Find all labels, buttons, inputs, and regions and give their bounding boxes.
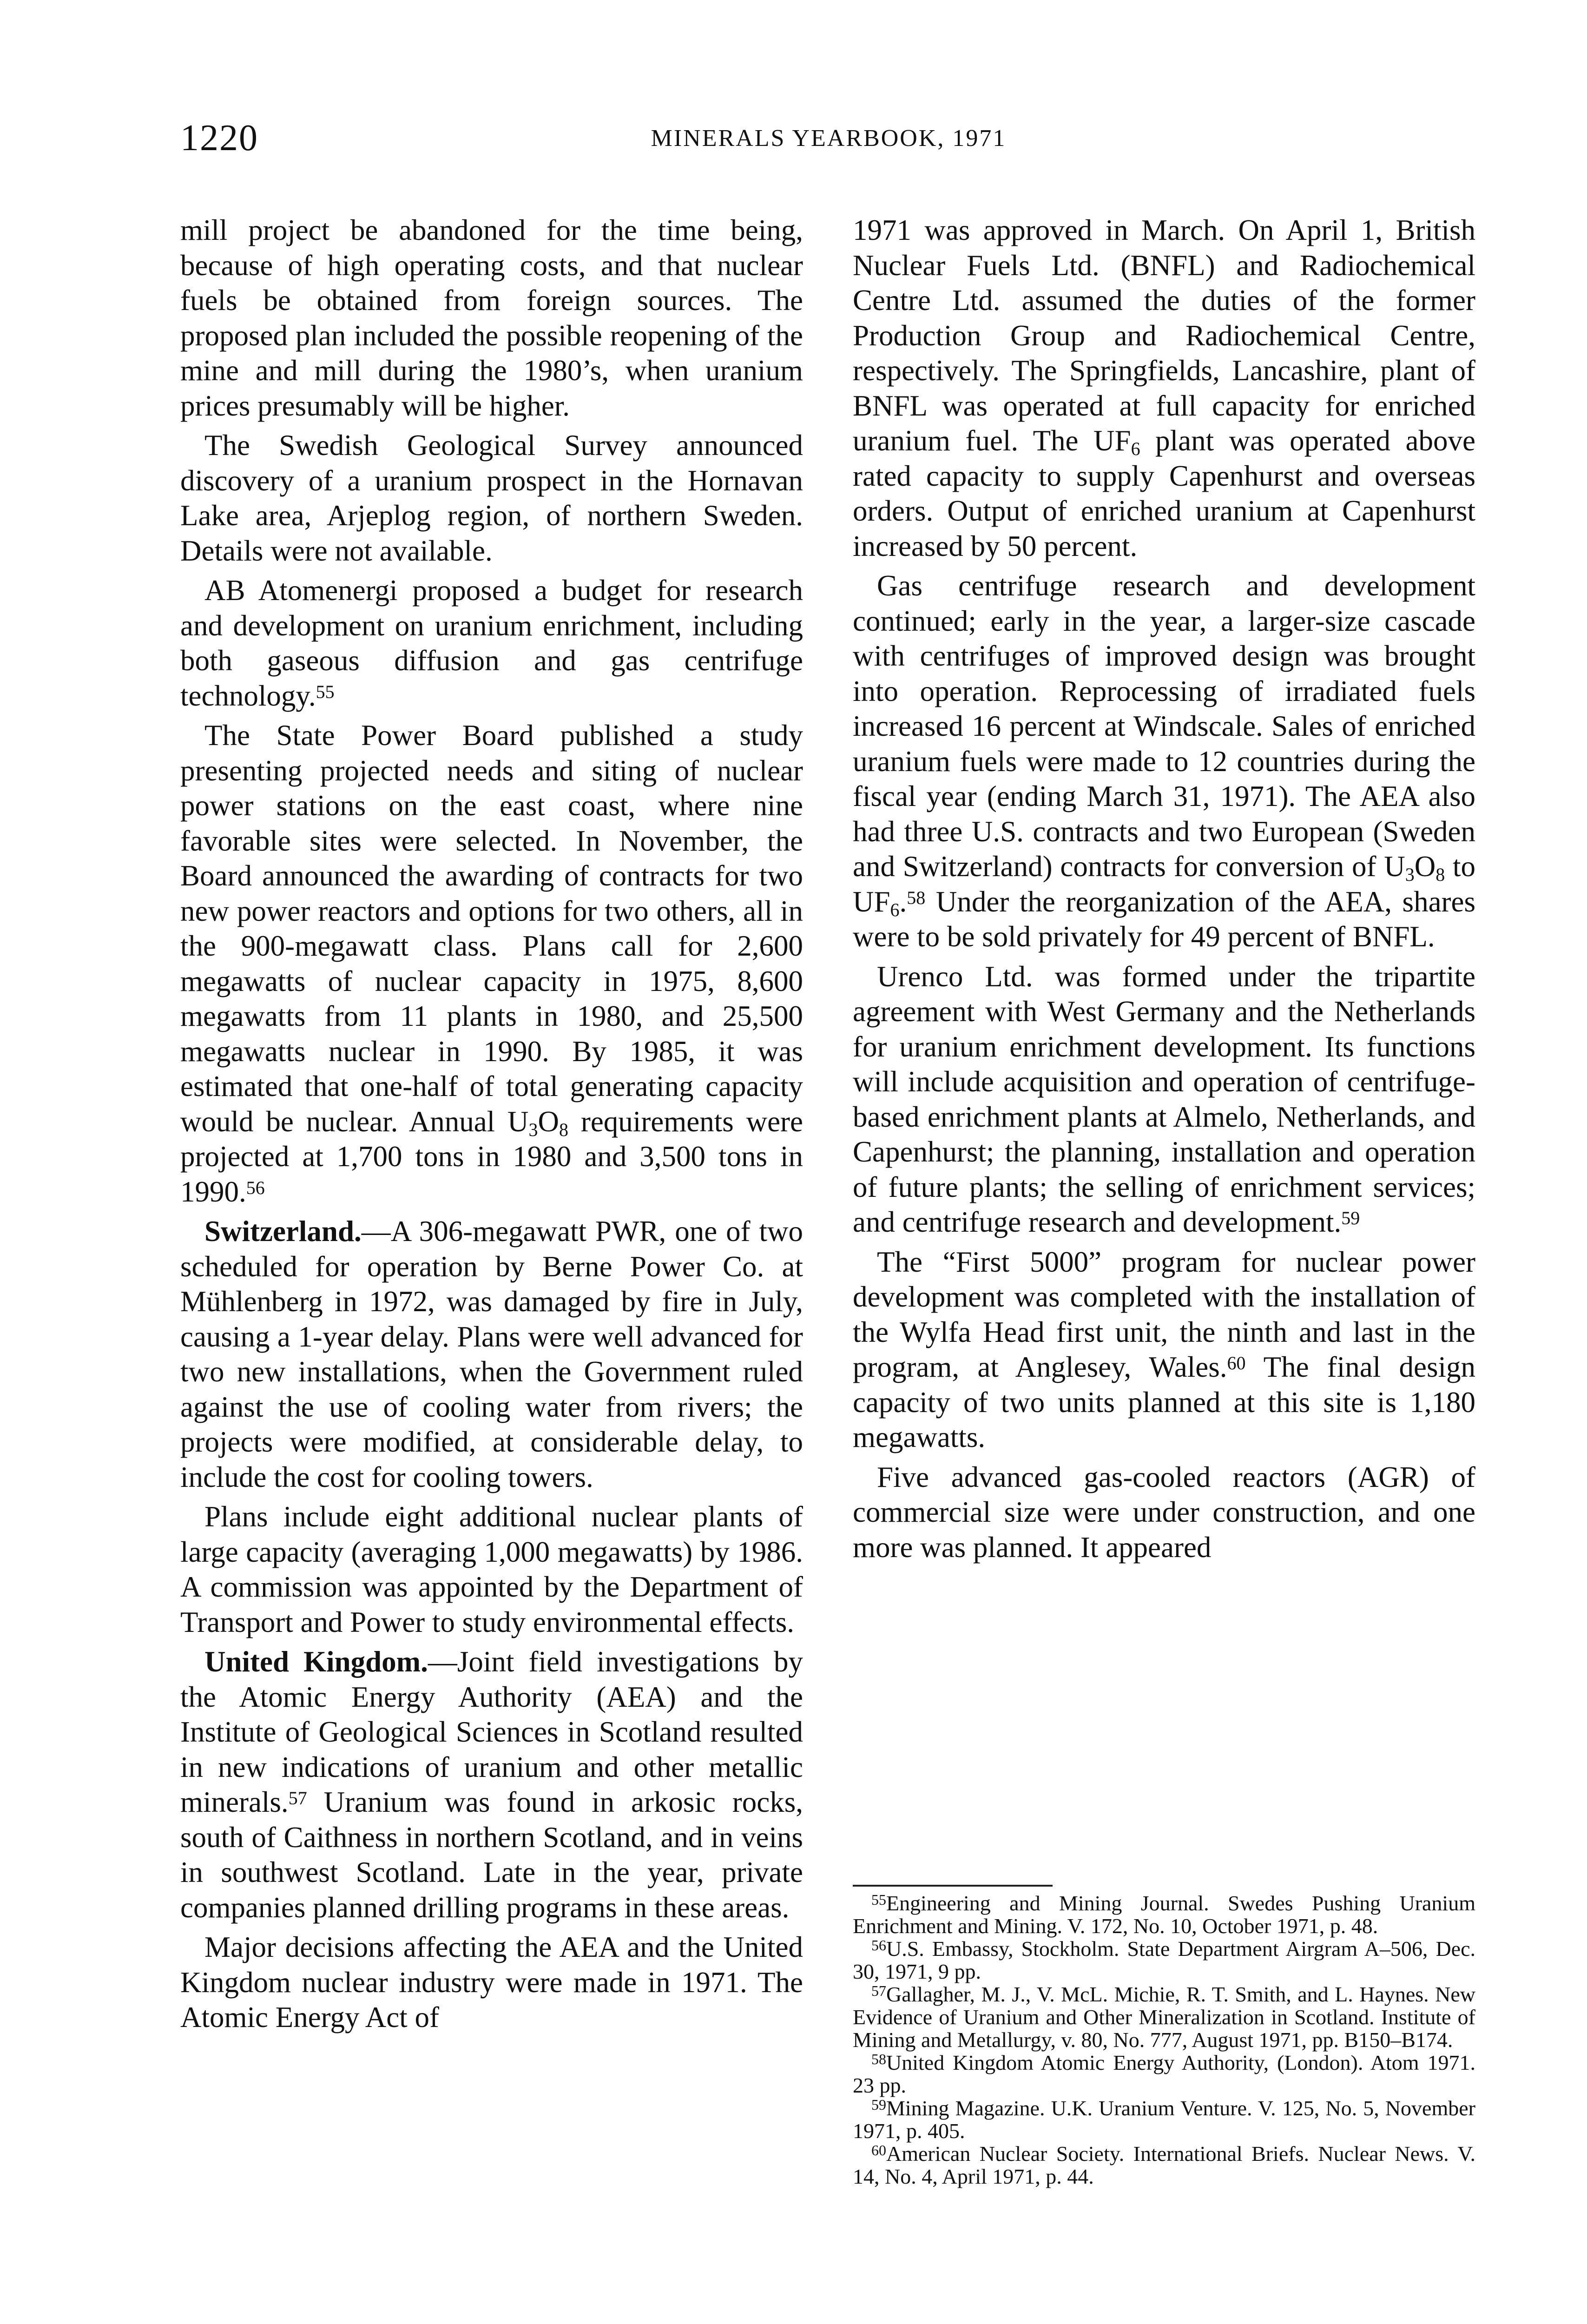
paragraph: mill project be abandoned for the time being, because of high operating costs, and that nuclear fuels be obtained from foreign sources. The proposed plan included the possible reopening of the mine and mill during the 1980’s, when uranium prices presumably will be higher. [180, 214, 803, 422]
page-number: 1220 [180, 118, 258, 158]
paragraph: AB Atomenergi proposed a budget for research and development on uranium enrichment, including both gaseous diffusion and gas centrifuge technology.$^{55}$ [180, 574, 803, 712]
footnote: $^{60}$American Nuclear Society. International Briefs. Nuclear News. V. 14, No. 4, April 1971, p. 44. [853, 2142, 1475, 2188]
paragraph: Urenco Ltd. was formed under the tripartite agreement with West Germany and the Netherlands for uranium enrichment development. Its functions will include acquisition and operation of centrifuge-based enrichment plants at Almelo, Netherlands, and Capenhurst; the planning, installation and operation of future plants; the selling of enrichment services; and centrifuge research and development.$^{59}$ [853, 960, 1475, 1238]
paragraph: Plans include eight additional nuclear plants of large capacity (averaging 1,000 megawatts) by 1986. A commission was appointed by the Department of Transport and Power to study environmental effects. [180, 1500, 803, 1638]
paragraph: The “First 5000” program for nuclear power development was completed with the installation of the Wylfa Head first unit, the ninth and last in the program, at Anglesey, Wales.$^{60}$ The final design capacity of two units planned at this site is 1,180 megawatts. [853, 1245, 1475, 1453]
right-column [853, 213, 1475, 1570]
footnote: $^{55}$Engineering and Mining Journal. Swedes Pushing Uranium Enrichment and Mining. V. 172, No. 10, October 1971, p. 48. [853, 1891, 1475, 1938]
footnotes [853, 1892, 1475, 2188]
section-heading: United Kingdom. [204, 1645, 428, 1678]
footnote-ref: 59 [1341, 1208, 1360, 1228]
footnote: $^{56}$U.S. Embassy, Stockholm. State Department Airgram A–506, Dec. 30, 1971, 9 pp. [853, 1937, 1475, 1983]
paragraph: The Swedish Geological Survey announced discovery of a uranium prospect in the Hornavan Lake area, Arjeplog region, of northern Sweden. Details were not available. [180, 429, 803, 567]
footnote: $^{59}$Mining Magazine. U.K. Uranium Venture. V. 125, No. 5, November 1971, p. 405. [853, 2096, 1475, 2143]
paragraph: Switzerland.—A 306-megawatt PWR, one of two scheduled for operation by Berne Power Co. at Mühlenberg in 1972, was damaged by fire in July, causing a 1-year delay. Plans were well advanced for two new installations, when the Government ruled against the use of cooling water from rivers; the projects were modified, at considerable delay, to include the cost for cooling towers. [180, 1215, 803, 1493]
paragraph: Five advanced gas-cooled reactors (AGR) of commercial size were under construction, and one more was planned. It appeared [853, 1460, 1475, 1564]
paragraph: United Kingdom.—Joint field investigations by the Atomic Energy Authority (AEA) and the Institute of Geological Sciences in Scotland resulted in new indications of uranium and other metallic minerals.$^{57}$ Uranium was found in arkosic rocks, south of Caithness in northern Scotland, and in veins in southwest Scotland. Late in the year, private companies planned drilling programs in these areas. [180, 1645, 803, 1924]
section-heading: Switzerland. [204, 1215, 362, 1248]
footnote: $^{58}$United Kingdom Atomic Energy Authority, (London). Atom 1971. 23 pp. [853, 2051, 1475, 2097]
footnote-ref: 58 [907, 887, 926, 908]
running-title: MINERALS YEARBOOK, 1971 [651, 125, 1007, 152]
paragraph: 1971 was approved in March. On April 1, British Nuclear Fuels Ltd. (BNFL) and Radiochemical Centre Ltd. assumed the duties of the former Production Group and Radiochemical Centre, respectively. The Springfields, Lancashire, plant of BNFL was operated at full capacity for enriched uranium fuel. The $UF_6$ plant was operated above rated capacity to supply Capenhurst and overseas orders. Output of enriched uranium at Capenhurst increased by 50 percent. [853, 214, 1475, 562]
footnote-ref: 60 [1227, 1353, 1246, 1373]
page-header [180, 117, 1477, 168]
paragraph: Major decisions affecting the AEA and the United Kingdom nuclear industry were made in 1971. The Atomic Energy Act of [180, 1931, 803, 2034]
footnote-ref: 57 [288, 1788, 307, 1809]
footnote-ref: 55 [316, 681, 335, 702]
footnote-divider [853, 1885, 1053, 1887]
paragraph: Gas centrifuge research and development continued; early in the year, a larger-size cascade with centrifuges of improved design was brought into operation. Reprocessing of irradiated fuels increased 16 percent at Windscale. Sales of enriched uranium fuels were made to 12 countries during the fiscal year (ending March 31, 1971). The AEA also had three U.S. contracts and two European (Sweden and Switzerland) contracts for conversion of $U_3O_8$ to $UF_6.^{58}$ Under the reorganization of the AEA, shares were to be sold privately for 49 percent of BNFL. [853, 569, 1475, 953]
paragraph: The State Power Board published a study presenting projected needs and siting of nuclear power stations on the east coast, where nine favorable sites were selected. In November, the Board announced the awarding of contracts for two new power reactors and options for two others, all in the 900-megawatt class. Plans call for 2,600 megawatts of nuclear capacity in 1975, 8,600 megawatts from 11 plants in 1980, and 25,500 megawatts nuclear in 1990. By 1985, it was estimated that one-half of total generating capacity would be nuclear. Annual $U_3O_8$ requirements were projected at 1,700 tons in 1980 and 3,500 tons in 1990.56 [180, 719, 803, 1208]
footnote-ref: 56 [246, 1177, 265, 1198]
footnote: $^{57}$Gallagher, M. J., V. McL. Michie, R. T. Smith, and L. Haynes. New Evidence of Uranium and Other Mineralization in Scotland. Institute of Mining and Metallurgy, v. 80, No. 777, August 1971, pp. B150–B174. [853, 1982, 1475, 2052]
left-column [180, 213, 803, 2040]
